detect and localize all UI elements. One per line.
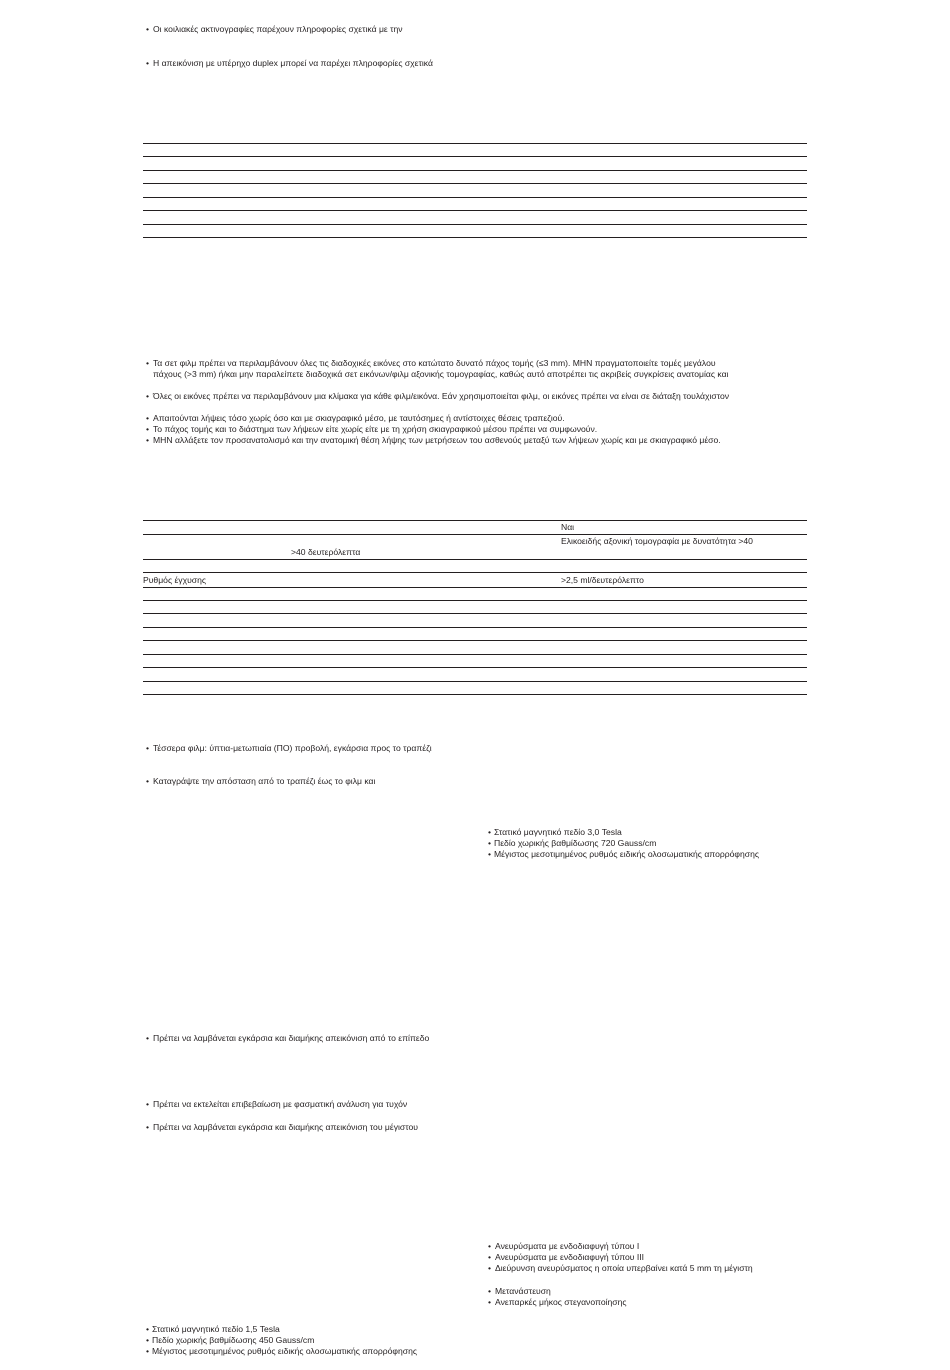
table-rule <box>143 520 807 521</box>
event-aneurysm-expansion: • Διεύρυνση ανευρύσματος η οποία υπερβαίνει κατά 5 mm τη μέγιστη <box>488 1263 753 1273</box>
ct-note-slice-thickness: • Τα σετ φιλμ πρέπει να περιλαμβάνουν όλες τις διαδοχικές εικόνες στο κατώτατο δυνατό πάχος τομής (≤3 mm). ΜΗΝ πραγματοποιείτε τομές μεγάλου πάχους (>3 mm) ή/και μην παραλείπετε διαδοχικά σετ εικόνων/φιλμ αξονικής τομογραφίας, καθώς αυτό αποτρέπει τις ακριβείς συγκρίσεις ανατομίας και <box>146 358 729 379</box>
table-rule <box>143 559 807 560</box>
table-rule <box>143 694 807 695</box>
ct-note-contrast: • Απαιτούνται λήψεις τόσο χωρίς όσο και με σκιαγραφικό μέσο, με ταυτόσημες ή αντίστοιχες θέσεις τραπεζιού. <box>146 413 565 423</box>
table-cell: >40 δευτερόλεπτα <box>291 547 361 557</box>
us-maximum-bullet: • Πρέπει να λαμβάνεται εγκάρσια και διαμήκης απεικόνιση του μέγιστου <box>146 1122 418 1132</box>
ct-note-orientation: • ΜΗΝ αλλάξετε τον προσανατολισμό και την ανατομική θέση λήψης των μετρήσεων του ασθενούς μεταξύ των λήψεων χωρίς και με σκιαγραφικό μέσο. <box>146 435 721 445</box>
event-seal-length: • Ανεπαρκές μήκος στεγανοποίησης <box>488 1297 627 1307</box>
table-cell: Ελικοειδής αξονική τομογραφία με δυνατότητα >40 <box>561 536 753 546</box>
table-rule <box>143 183 807 184</box>
mri-15t-field: • Στατικό μαγνητικό πεδίο 1,5 Tesla <box>146 1324 280 1334</box>
xray-distance-bullet: • Καταγράψτε την απόσταση από το τραπέζι έως το φιλμ και <box>146 776 376 786</box>
table-cell: >2,5 ml/δευτερόλεπτο <box>561 575 644 585</box>
mri-3t-gradient: • Πεδίο χωρικής βαθμίδωσης 720 Gauss/cm <box>488 838 657 848</box>
table-rule <box>143 534 807 535</box>
us-spectral-bullet: • Πρέπει να εκτελείται επιβεβαίωση με φασματική ανάλυση για τυχόν <box>146 1099 408 1109</box>
table-rule <box>143 156 807 157</box>
table-rule <box>143 654 807 655</box>
table-rule <box>143 237 807 238</box>
xray-film-bullet: • Τέσσερα φιλμ: ύπτια-μετωπιαία (ΠΟ) προβολή, εγκάρσια προς το τραπέζι <box>146 743 432 753</box>
table-cell: Ναι <box>561 522 575 532</box>
mri-3t-sar: • Μέγιστος μεσοτιμημένος ρυθμός ειδικής ολοσωματικής απορρόφησης <box>488 849 760 859</box>
duplex-info-bullet: • Η απεικόνιση με υπέρηχο duplex μπορεί να παρέχει πληροφορίες σχετικά <box>146 58 433 68</box>
table-rule <box>143 681 807 682</box>
table-rule <box>143 640 807 641</box>
event-endoleak-type-3: • Ανευρύσματα με ενδοδιαφυγή τύπου III <box>488 1252 645 1262</box>
table-rule <box>143 197 807 198</box>
mri-3t-field: • Στατικό μαγνητικό πεδίο 3,0 Tesla <box>488 827 622 837</box>
ct-note-interval: • Το πάχος τομής και το διάστημα των λήψεων είτε χωρίς είτε με τη χρήση σκιαγραφικού μέσου πρέπει να συμφωνούν. <box>146 424 598 434</box>
ct-note-scale: • Όλες οι εικόνες πρέπει να περιλαμβάνουν μια κλίμακα για κάθε φιλμ/εικόνα. Εάν χρησιμοποιείται φιλμ, οι εικόνες πρέπει να είναι σε διάταξη τουλάχιστον <box>146 391 730 401</box>
table-rule <box>143 613 807 614</box>
table-rule <box>143 210 807 211</box>
event-migration: • Μετανάστευση <box>488 1286 551 1296</box>
table-rule <box>143 627 807 628</box>
xray-info-bullet: • Οι κοιλιακές ακτινογραφίες παρέχουν πληροφορίες σχετικά με την <box>146 24 403 34</box>
mri-15t-gradient: • Πεδίο χωρικής βαθμίδωσης 450 Gauss/cm <box>146 1335 315 1345</box>
table-rule <box>143 600 807 601</box>
table-rule <box>143 587 807 588</box>
table-rule <box>143 572 807 573</box>
mri-15t-sar: • Μέγιστος μεσοτιμημένος ρυθμός ειδικής ολοσωματικής απορρόφησης <box>146 1346 418 1356</box>
table-rule <box>143 667 807 668</box>
table-rule <box>143 170 807 171</box>
table-rule <box>143 224 807 225</box>
us-transverse-bullet: • Πρέπει να λαμβάνεται εγκάρσια και διαμήκης απεικόνιση από το επίπεδο <box>146 1033 430 1043</box>
event-endoleak-type-1: • Ανευρύσματα με ενδοδιαφυγή τύπου I <box>488 1241 640 1251</box>
table-rule <box>143 143 807 144</box>
table-cell: Ρυθμός έγχυσης <box>143 575 207 585</box>
